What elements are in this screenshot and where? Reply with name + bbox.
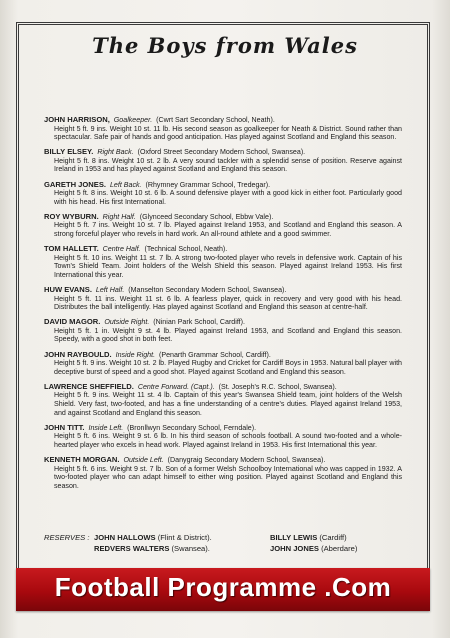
player-position: Right Back. bbox=[97, 148, 134, 157]
player-position: Left Back. bbox=[109, 180, 142, 189]
player-entry bbox=[44, 148, 402, 174]
player-description: Height 5 ft. 9 ins. Weight 11 st. 4 lb. Captain of this year's Swansea Shield team, joint holders of the Welsh Shield. Very fast, two-footed, and has a fine understanding of a centre's duties. Played against Ireland 1953, and against Scotland and England this season. bbox=[54, 391, 402, 417]
player-description: Height 5 ft. 7 ins. Weight 10 st. 7 lb. Played against Ireland 1953, and Scotland and England this season. A strong forceful player who revels in hard work. An all-round athlete and a good swimmer. bbox=[54, 221, 402, 239]
player-entry bbox=[44, 181, 402, 207]
player-position: Centre Forward. (Capt.). bbox=[137, 382, 215, 391]
player-heading bbox=[44, 424, 402, 433]
reserve-entry bbox=[94, 532, 212, 543]
player-position: Left Half. bbox=[95, 286, 125, 294]
player-position: Inside Left. bbox=[88, 423, 124, 432]
player-description: Height 5 ft. 8 ins. Weight 10 st. 2 lb. A very sound tackler with a splendid sense of position. Reserve against Ireland in 1953 and has played against Scotland and England this season. bbox=[54, 156, 402, 174]
player-description: Height 5 ft. 9 ins. Weight 10 st. 11 lb. His second season as goalkeeper for Neath & District. Sound rather than spectacular. Safe pair of hands and good anticipation. Has played against Scotland and England this season. bbox=[54, 124, 402, 142]
player-name: BILLY ELSEY. bbox=[44, 147, 94, 157]
player-school: (Rhymney Grammar School, Tredegar). bbox=[145, 180, 271, 189]
player-heading bbox=[44, 383, 402, 392]
player-name: GARETH JONES. bbox=[44, 179, 107, 189]
players-list bbox=[44, 116, 402, 497]
player-entry bbox=[44, 286, 402, 312]
banner-text: Football Programme .Com bbox=[54, 572, 392, 602]
player-heading bbox=[44, 456, 402, 465]
player-entry bbox=[44, 383, 402, 417]
reserve-entry bbox=[270, 543, 357, 554]
player-name: JOHN RAYBOULD. bbox=[44, 349, 112, 359]
player-name: HUW EVANS. bbox=[44, 285, 92, 294]
player-heading bbox=[44, 181, 402, 190]
player-heading bbox=[44, 148, 402, 157]
player-school: (Manselton Secondary Modern School, Swansea). bbox=[128, 286, 287, 294]
watermark-banner bbox=[16, 568, 430, 611]
reserve-club: (Cardiff) bbox=[319, 533, 347, 542]
player-entry bbox=[44, 318, 402, 344]
player-description: Height 5 ft. 11 ins. Weight 11 st. 6 lb. A fearless player, quick in recovery and very good with his head. Distributes the ball intelligently. Has played against Scotland and England this season at centre-half. bbox=[54, 294, 402, 312]
player-description: Height 5 ft. 6 ins. Weight 9 st. 6 lb. In his third season of schools football. A sound two-footed and a whole-hearted player who excels in head work. Played against Ireland in 1953. His first International this year. bbox=[54, 432, 402, 449]
page-title: The Boys from Wales bbox=[92, 33, 358, 58]
reserve-entry bbox=[270, 532, 357, 543]
player-heading bbox=[44, 213, 402, 222]
player-name: JOHN TITT. bbox=[44, 422, 85, 432]
player-school: (Penarth Grammar School, Cardiff). bbox=[159, 350, 271, 359]
player-heading bbox=[44, 286, 402, 295]
player-description: Height 5 ft. 10 ins. Weight 11 st. 7 lb. A strong two-footed player who revels in defensive work. Captain of his Town's Shield Team. Joint holders of the Welsh Shield this season. Played against Ireland 1953. His first International this year. bbox=[54, 253, 402, 279]
player-description: Height 5 ft. 9 ins. Weight 10 st. 2 lb. Played Rugby and Cricket for Cardiff Boys in 1953. Natural ball player with deceptive burst of speed and a good shot. Played against Scotland and England this season. bbox=[54, 359, 402, 376]
reserves-label: RESERVES : bbox=[44, 533, 90, 542]
reserves-column-left bbox=[94, 532, 212, 554]
player-entry bbox=[44, 456, 402, 490]
player-entry bbox=[44, 424, 402, 450]
player-school: (Glynceed Secondary School, Ebbw Vale). bbox=[139, 212, 274, 221]
player-name: TOM HALLETT. bbox=[44, 244, 99, 254]
player-school: (Technical School, Neath). bbox=[144, 245, 228, 254]
reserve-entry bbox=[94, 543, 212, 554]
player-heading bbox=[44, 318, 402, 327]
player-description: Height 5 ft. 1 in. Weight 9 st. 4 lb. Played against Ireland 1953, and Scotland and England this season. Speedy, with a good shot in both feet. bbox=[54, 326, 402, 344]
player-position: Outside Left. bbox=[123, 456, 164, 464]
player-school: (Bronllwyn Secondary School, Ferndale). bbox=[127, 423, 257, 432]
player-position: Inside Right. bbox=[115, 350, 156, 359]
player-entry bbox=[44, 213, 402, 239]
player-position: Goalkeeper. bbox=[113, 116, 153, 124]
player-school: (Cwrt Sart Secondary School, Neath). bbox=[156, 116, 275, 124]
reserve-name: JOHN JONES bbox=[270, 544, 319, 553]
player-entry bbox=[44, 351, 402, 377]
reserve-name: JOHN HALLOWS bbox=[94, 533, 156, 542]
player-name: DAVID MAGOR. bbox=[44, 317, 101, 327]
player-heading bbox=[44, 245, 402, 254]
reserve-club: (Flint & District). bbox=[157, 533, 212, 542]
reserve-club: (Swansea). bbox=[171, 544, 210, 553]
player-heading bbox=[44, 351, 402, 360]
player-description: Height 5 ft. 8 ins. Weight 10 st. 6 lb. A sound defensive player with a good kick in either foot. Particularly good with his head. His first International. bbox=[54, 189, 402, 206]
reserves-column-right bbox=[270, 532, 357, 554]
player-position: Centre Half. bbox=[102, 245, 141, 254]
player-entry bbox=[44, 245, 402, 279]
player-heading bbox=[44, 116, 402, 125]
player-school: (Ninian Park School, Cardiff). bbox=[153, 318, 245, 327]
player-name: JOHN HARRISON, bbox=[44, 115, 110, 124]
reserve-name: REDVERS WALTERS bbox=[94, 544, 170, 553]
player-name: LAWRENCE SHEFFIELD. bbox=[44, 381, 134, 391]
player-position: Right Half. bbox=[102, 212, 136, 221]
player-entry bbox=[44, 116, 402, 142]
player-position: Outside Right. bbox=[104, 318, 150, 327]
player-school: (Danygraig Secondary Modern School, Swansea). bbox=[167, 456, 326, 464]
reserve-club: (Aberdare) bbox=[321, 544, 358, 553]
player-school: (Oxford Street Secondary Modern School, Swansea). bbox=[137, 148, 306, 157]
reserve-name: BILLY LEWIS bbox=[270, 533, 318, 542]
player-name: KENNETH MORGAN. bbox=[44, 455, 120, 464]
player-school: (St. Joseph's R.C. School, Swansea). bbox=[218, 382, 337, 391]
player-description: Height 5 ft. 6 ins. Weight 9 st. 7 lb. Son of a former Welsh Schoolboy International who was capped in 1932. A two-footed player who can adapt himself to either wing position. Played against Scotland and England this season. bbox=[54, 464, 402, 490]
player-name: ROY WYBURN. bbox=[44, 211, 99, 221]
